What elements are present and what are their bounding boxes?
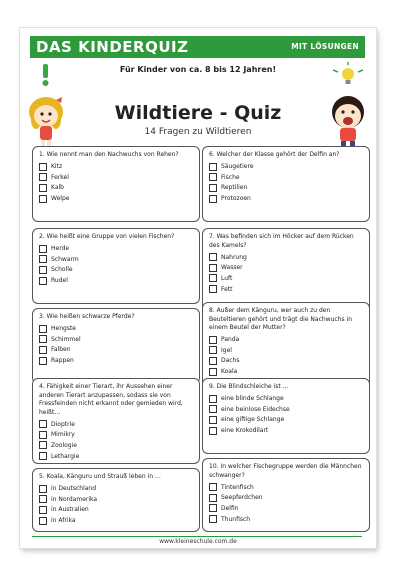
- answer-option[interactable]: Zoologie: [39, 440, 193, 451]
- question-text: 7. Was befinden sich im Höcker auf dem Rücken des Kamels?: [209, 233, 354, 249]
- checkbox[interactable]: [39, 266, 47, 274]
- answer-option[interactable]: Reptilien: [209, 183, 363, 194]
- question-card-4: [32, 378, 200, 464]
- answer-option[interactable]: Igel: [209, 345, 363, 356]
- checkbox[interactable]: [209, 515, 217, 523]
- checkbox[interactable]: [39, 420, 47, 428]
- checkbox[interactable]: [39, 517, 47, 525]
- answer-option[interactable]: eine beinlose Eidechse: [209, 404, 363, 415]
- checkbox[interactable]: [39, 431, 47, 439]
- checkbox[interactable]: [209, 285, 217, 293]
- checkbox[interactable]: [39, 346, 47, 354]
- checkbox[interactable]: [209, 173, 217, 181]
- checkbox[interactable]: [209, 274, 217, 282]
- checkbox[interactable]: [39, 245, 47, 253]
- brand-title: DAS KINDERQUIZ: [36, 38, 189, 56]
- header-banner: [30, 36, 365, 58]
- answer-option[interactable]: eine blinde Schlange: [209, 394, 363, 405]
- checkbox[interactable]: [209, 163, 217, 171]
- answer-option[interactable]: Welpe: [39, 193, 193, 204]
- answer-option[interactable]: Mimikry: [39, 430, 193, 441]
- answer-option[interactable]: Herde: [39, 244, 193, 255]
- quiz-title: Wildtiere - Quiz: [114, 102, 282, 124]
- checkbox[interactable]: [39, 506, 47, 514]
- checkbox[interactable]: [39, 441, 47, 449]
- answer-option[interactable]: eine Krokodilart: [209, 425, 363, 436]
- checkbox[interactable]: [39, 277, 47, 285]
- answer-option[interactable]: Dachs: [209, 356, 363, 367]
- answer-option[interactable]: in Afrika: [39, 515, 193, 526]
- answer-option[interactable]: in Australien: [39, 505, 193, 516]
- question-text: 2. Wie heißt eine Gruppe von vielen Fischen?: [39, 233, 175, 240]
- answer-option[interactable]: Delfin: [209, 503, 363, 514]
- answer-option[interactable]: Seepferdchen: [209, 493, 363, 504]
- checkbox[interactable]: [209, 368, 217, 376]
- checkbox[interactable]: [209, 494, 217, 502]
- answer-option[interactable]: eine giftige Schlange: [209, 415, 363, 426]
- question-text: 8. Außer dem Känguru, wer auch zu den Beuteltieren gehört und trägt die Nachwuchs in einem Beutel der Mutter?: [209, 307, 353, 331]
- question-card-10: [202, 458, 370, 532]
- answer-option[interactable]: Thunfisch: [209, 514, 363, 525]
- answer-option[interactable]: Scholle: [39, 265, 193, 276]
- answer-option[interactable]: Rudel: [39, 275, 193, 286]
- answer-option[interactable]: Schimmel: [39, 334, 193, 345]
- question-text: 9. Die Blindschleiche ist …: [209, 383, 289, 390]
- answer-option[interactable]: Protozoen: [209, 193, 363, 204]
- checkbox[interactable]: [39, 357, 47, 365]
- question-card-2: [32, 228, 200, 304]
- checkbox[interactable]: [209, 416, 217, 424]
- checkbox[interactable]: [209, 253, 217, 261]
- answer-option[interactable]: Rappen: [39, 355, 193, 366]
- answer-option[interactable]: in Deutschland: [39, 484, 193, 495]
- question-text: 6. Welcher der Klasse gehört der Delfin an?: [209, 151, 340, 158]
- answer-option[interactable]: Koala: [209, 366, 363, 377]
- question-card-5: [32, 468, 200, 532]
- checkbox[interactable]: [39, 335, 47, 343]
- checkbox[interactable]: [39, 485, 47, 493]
- answer-option[interactable]: Hengste: [39, 324, 193, 335]
- checkbox[interactable]: [39, 184, 47, 192]
- checkbox[interactable]: [39, 173, 47, 181]
- question-text: 3. Wie heißen schwarze Pferde?: [39, 313, 135, 320]
- answer-option[interactable]: Panda: [209, 335, 363, 346]
- checkbox[interactable]: [209, 405, 217, 413]
- checkbox[interactable]: [209, 427, 217, 435]
- answer-option[interactable]: Tintenfisch: [209, 482, 363, 493]
- checkbox[interactable]: [39, 195, 47, 203]
- checkbox[interactable]: [209, 504, 217, 512]
- quiz-subtitle: 14 Fragen zu Wildtieren: [144, 127, 252, 137]
- checkbox[interactable]: [39, 325, 47, 333]
- answer-option[interactable]: Nahrung: [209, 252, 363, 263]
- checkbox[interactable]: [39, 255, 47, 263]
- checkbox[interactable]: [209, 184, 217, 192]
- answer-option[interactable]: Kitz: [39, 162, 193, 173]
- answer-option[interactable]: Kalb: [39, 183, 193, 194]
- checkbox[interactable]: [39, 163, 47, 171]
- question-card-6: [202, 146, 370, 222]
- answer-option[interactable]: in Nordamerika: [39, 494, 193, 505]
- solutions-badge: MIT LÖSUNGEN: [291, 42, 359, 51]
- question-text: 4. Fähigkeit einer Tierart, ihr Aussehen einer anderen Tierart anzupassen, sodass sie von Fressfeinden nicht erkannt oder gemieden wird, heißt…: [39, 383, 183, 416]
- answer-option[interactable]: Fische: [209, 172, 363, 183]
- worksheet-page: [20, 28, 376, 548]
- footer-divider: [32, 536, 362, 537]
- answer-option[interactable]: Luft: [209, 273, 363, 284]
- question-text: 1. Wie nennt man den Nachwuchs von Rehen?: [39, 151, 179, 158]
- question-text: 5. Koala, Känguru und Strauß leben in …: [39, 473, 161, 480]
- checkbox[interactable]: [209, 357, 217, 365]
- checkbox[interactable]: [209, 195, 217, 203]
- answer-option[interactable]: Wasser: [209, 263, 363, 274]
- question-card-9: [202, 378, 370, 454]
- checkbox[interactable]: [39, 495, 47, 503]
- answer-option[interactable]: Schwarm: [39, 254, 193, 265]
- answer-option[interactable]: Säugetiere: [209, 162, 363, 173]
- answer-option[interactable]: Fett: [209, 284, 363, 295]
- answer-option[interactable]: Lethargie: [39, 451, 193, 462]
- checkbox[interactable]: [39, 452, 47, 460]
- question-card-7: [202, 228, 370, 312]
- checkbox[interactable]: [209, 483, 217, 491]
- answer-option[interactable]: Ferkel: [39, 172, 193, 183]
- checkbox[interactable]: [209, 264, 217, 272]
- answer-option[interactable]: Dioptrie: [39, 419, 193, 430]
- checkbox[interactable]: [209, 336, 217, 344]
- question-text: 10. In welcher Fischegruppe werden die Männchen schwanger?: [209, 463, 362, 479]
- question-card-3: [32, 308, 200, 384]
- question-card-1: [32, 146, 200, 222]
- answer-option[interactable]: Falben: [39, 345, 193, 356]
- checkbox[interactable]: [209, 395, 217, 403]
- checkbox[interactable]: [209, 346, 217, 354]
- footer-url[interactable]: www.kleineschule.com.de: [159, 538, 237, 545]
- age-note: Für Kinder von ca. 8 bis 12 Jahren!: [119, 65, 277, 74]
